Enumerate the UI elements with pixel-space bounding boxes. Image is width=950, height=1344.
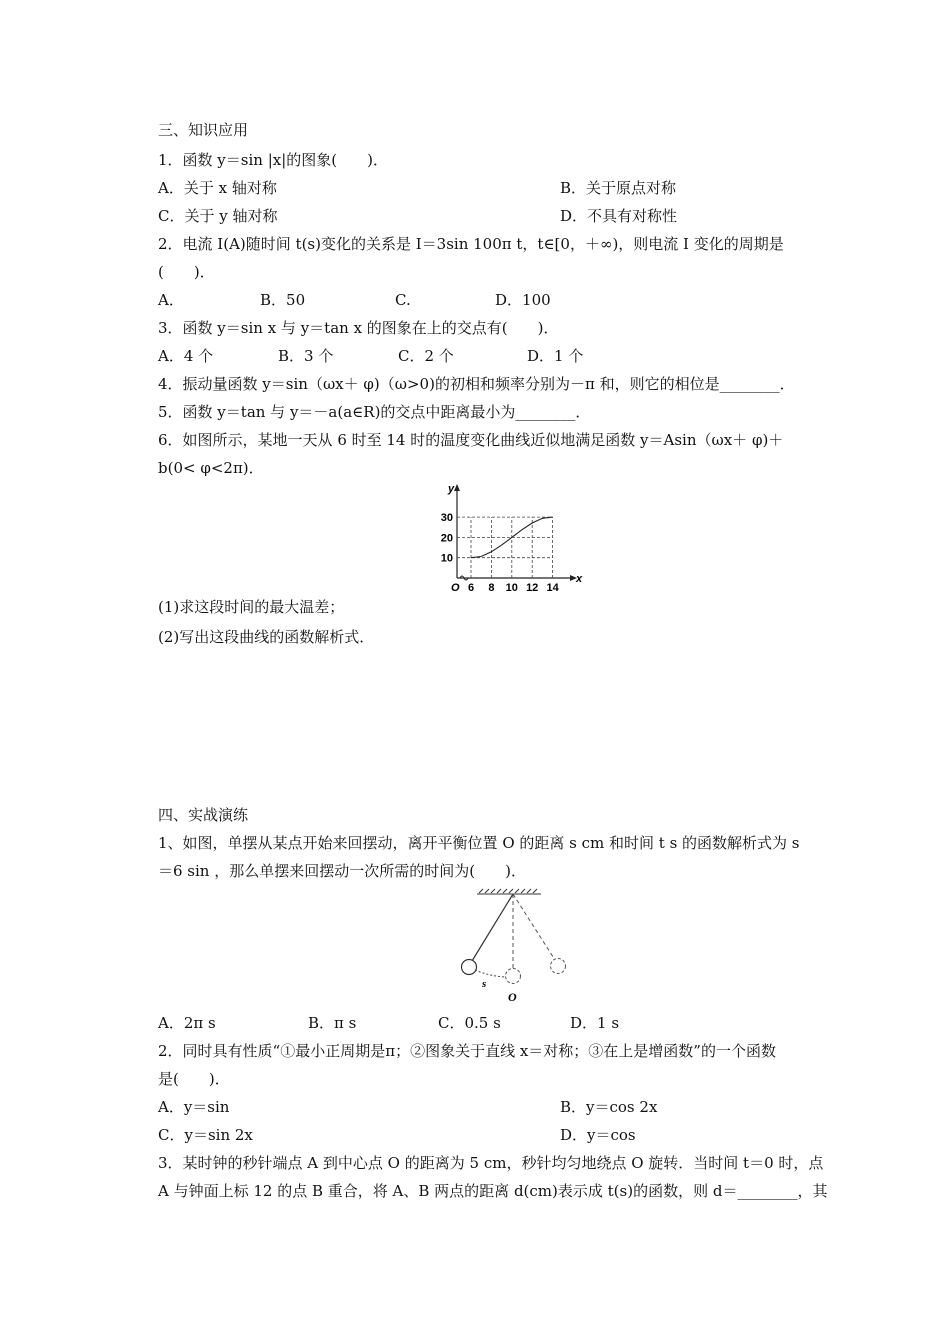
x-tick-label: 8 bbox=[488, 582, 495, 593]
q3-option-b: B．3 个 bbox=[278, 347, 334, 365]
pendulum-bob bbox=[462, 960, 477, 975]
s4-q2-option-b: B．y＝cos 2x bbox=[560, 1098, 658, 1116]
q6-stem: 6．如图所示，某地一天从 6 时至 14 时的温度变化曲线近似地满足函数 y＝Asin（ωx＋ φ)＋ bbox=[158, 431, 784, 449]
s4-q2-option-a: A．y＝sin bbox=[158, 1098, 230, 1116]
s4-q3-stem: 3．某时钟的秒针端点 A 到中心点 O 的距离为 5 cm，秒针均匀地绕点 O 旋转．当时间 t＝0 时，点 bbox=[158, 1154, 824, 1172]
q5-stem: 5．函数 y＝tan 与 y＝－a(a∈R)的交点中距离最小为________． bbox=[158, 403, 591, 421]
q2-option-d: D．100 bbox=[495, 291, 551, 309]
section-heading-4: 四、实战演练 bbox=[158, 806, 249, 824]
s4-q1-stem-cont: ＝6 sin ，那么单摆来回摆动一次所需的时间为( )． bbox=[158, 862, 526, 880]
s4-q1-option-b: B．π s bbox=[308, 1014, 357, 1032]
s4-q3-stem-cont: A 与钟面上标 12 的点 B 重合，将 A、B 两点的距离 d(cm)表示成 t(s)的函数，则 d＝________，其 bbox=[158, 1182, 828, 1200]
q1-option-d: D．不具有对称性 bbox=[560, 207, 678, 225]
q2-option-b: B．50 bbox=[260, 291, 306, 309]
q1-option-a: A．关于 x 轴对称 bbox=[158, 179, 277, 197]
q4-stem: 4．振动量函数 y＝sin（ωx＋ φ)（ω>0)的初相和频率分别为－π 和，则它的相位是________． bbox=[158, 375, 795, 393]
q1-option-c: C．关于 y 轴对称 bbox=[158, 207, 278, 225]
fig-s-label: s bbox=[482, 978, 487, 990]
x-axis-label: x bbox=[576, 573, 583, 585]
extreme-string bbox=[513, 894, 555, 960]
temperature-chart bbox=[425, 478, 600, 593]
s4-q2-stem: 2．同时具有性质“①最小正周期是π；②图象关于直线 x＝对称；③在上是增函数”的一个函数 bbox=[158, 1042, 776, 1060]
fig-o-label: O bbox=[508, 990, 517, 1004]
y-tick-label: 30 bbox=[440, 512, 453, 525]
s4-q2-option-c: C．y＝sin 2x bbox=[158, 1126, 253, 1144]
q2-option-c: C. bbox=[395, 291, 411, 309]
q2-option-a: A． bbox=[158, 291, 184, 309]
x-tick-label: 6 bbox=[467, 582, 475, 593]
y-axis-label: y bbox=[448, 483, 455, 495]
q6-sub2: (2)写出这段曲线的函数解析式． bbox=[158, 628, 375, 646]
q1-option-b: B．关于原点对称 bbox=[560, 179, 677, 197]
q1-stem: 1．函数 y＝sin |x|的图象( )． bbox=[158, 151, 388, 169]
y-tick-label: 10 bbox=[440, 552, 453, 565]
x-tick-label: 14 bbox=[546, 582, 559, 593]
q3-option-d: D．1 个 bbox=[527, 347, 584, 365]
s4-q1-option-a: A．2π s bbox=[158, 1014, 216, 1032]
y-axis-arrow bbox=[454, 484, 460, 491]
q6-sub1: (1)求这段时间的最大温差； bbox=[158, 598, 345, 616]
q6-stem-cont: b(0< φ<2π)． bbox=[158, 459, 264, 477]
s4-q1-option-d: D．1 s bbox=[570, 1014, 620, 1032]
q2-stem-cont: ( )． bbox=[158, 263, 215, 281]
q3-option-a: A．4 个 bbox=[158, 347, 214, 365]
x-tick-label: 12 bbox=[526, 582, 539, 593]
q3-stem: 3．函数 y＝sin x 与 y＝tan x 的图象在上的交点有( )． bbox=[158, 319, 559, 337]
section-heading-3: 三、知识应用 bbox=[158, 121, 249, 139]
equilibrium-bob bbox=[506, 969, 521, 984]
q3-option-c: C．2 个 bbox=[398, 347, 454, 365]
s4-q1-option-c: C．0.5 s bbox=[438, 1014, 501, 1032]
x-tick-label: 10 bbox=[505, 582, 518, 593]
extreme-bob bbox=[551, 959, 566, 974]
origin-label: O bbox=[451, 582, 460, 593]
s4-q2-stem-cont: 是( )． bbox=[158, 1070, 230, 1088]
y-tick-label: 20 bbox=[440, 532, 453, 545]
q2-stem: 2．电流 I(A)随时间 t(s)变化的关系是 I＝3sin 100π t，t∈[0，＋∞)，则电流 I 变化的周期是 bbox=[158, 235, 784, 253]
pendulum-string bbox=[472, 894, 513, 961]
s4-q1-stem: 1、如图，单摆从某点开始来回摆动，离开平衡位置 O 的距离 s cm 和时间 t s 的函数解析式为 s bbox=[158, 834, 800, 852]
pendulum-figure bbox=[455, 888, 585, 1008]
s4-q2-option-d: D．y＝cos bbox=[560, 1126, 636, 1144]
ceiling-hatch bbox=[477, 889, 541, 894]
arc-s bbox=[475, 970, 505, 977]
